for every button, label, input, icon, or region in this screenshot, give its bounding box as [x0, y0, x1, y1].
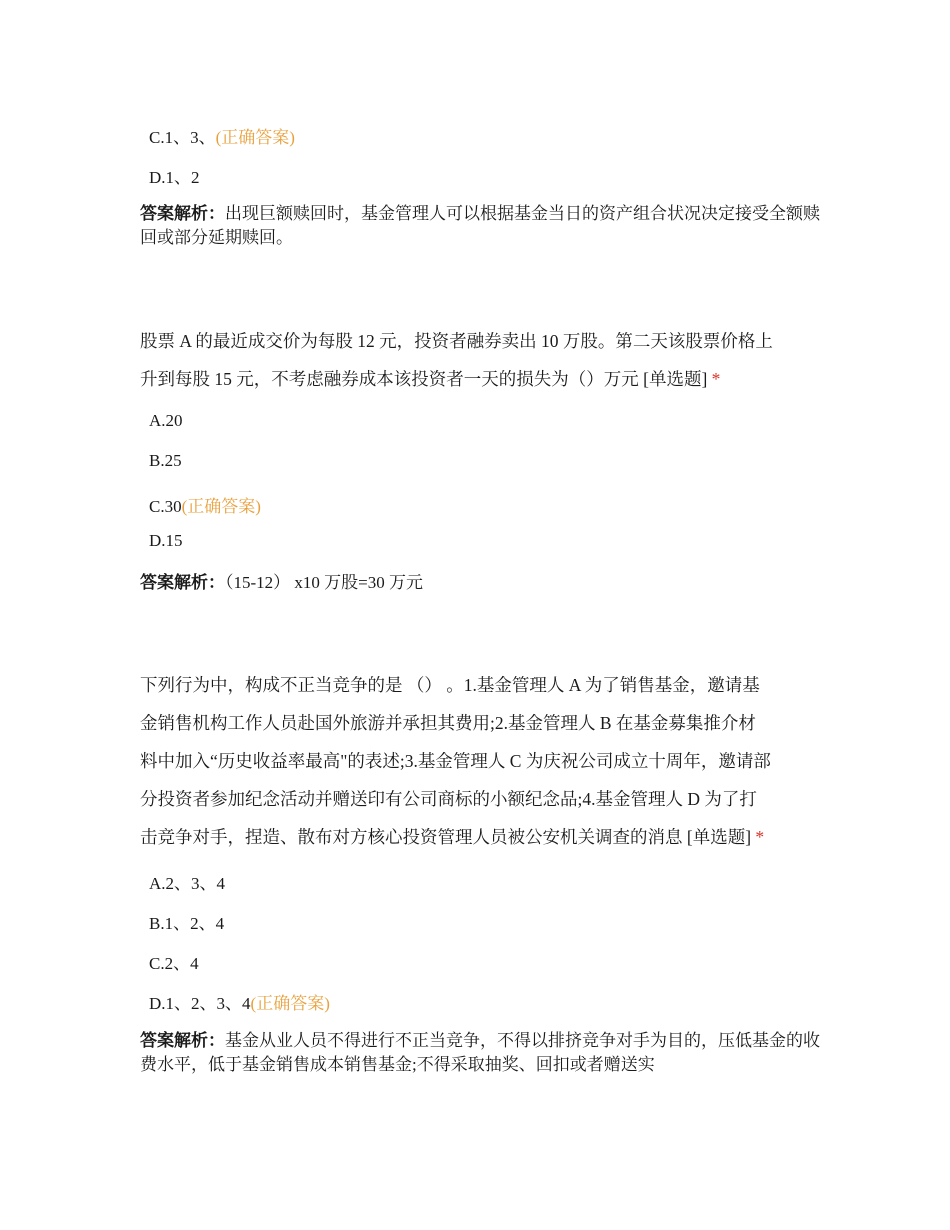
correct-answer-tag: (正确答案)	[215, 128, 295, 147]
option-q1-b[interactable]	[149, 451, 182, 471]
question-2-line-2: 金销售机构工作人员赴国外旅游并承担其费用;2.基金管理人 B 在基金募集推介材	[140, 713, 756, 733]
correct-answer-tag: (正确答案)	[181, 497, 261, 516]
option-q1-c[interactable]	[149, 492, 261, 517]
option-text: C.1、3、	[149, 128, 216, 147]
option-q2-d[interactable]	[149, 989, 330, 1014]
option-q2-a[interactable]	[149, 869, 225, 894]
answer-analysis-q2	[140, 1029, 820, 1077]
analysis-text: 基金从业人员不得进行不正当竞争，不得以排挤竞争对手为目的，压低基金的收费水平，低于基金销售成本销售基金;不得采取抽奖、回扣或者赠送实	[140, 1031, 820, 1074]
answer-analysis-q1	[140, 571, 820, 595]
question-text: 击竞争对手，捏造、散布对方核心投资管理人员被公安机关调查的消息 [单选题]	[140, 827, 752, 847]
question-2-line-5	[140, 824, 764, 849]
analysis-text: 出现巨额赎回时，基金管理人可以根据基金当日的资产组合状况决定接受全额赎回或部分延期赎回。	[140, 204, 820, 247]
required-mark: *	[755, 827, 765, 847]
option-text: A.2、3、4	[149, 874, 226, 893]
question-2-line-1: 下列行为中，构成不正当竞争的是 （） 。1.基金管理人 A 为了销售基金，邀请基	[140, 675, 760, 695]
option-text: D.1、2	[149, 168, 200, 187]
option-q1-a[interactable]	[149, 411, 183, 431]
option-q2-b[interactable]	[149, 909, 224, 934]
correct-answer-tag: (正确答案)	[250, 994, 330, 1013]
option-text: D.15	[149, 531, 183, 550]
analysis-label: 答案解析：	[140, 204, 225, 223]
option-prev-c[interactable]	[149, 123, 295, 148]
option-text: D.1、2、3、4	[149, 994, 251, 1013]
answer-analysis-prev	[140, 202, 820, 250]
question-text: 升到每股 15 元，不考虑融券成本该投资者一天的损失为（）万元 [单选题]	[140, 369, 708, 389]
option-text: A.20	[149, 411, 183, 430]
question-2-line-4: 分投资者参加纪念活动并赠送印有公司商标的小额纪念品;4.基金管理人 D 为了打	[140, 789, 757, 809]
option-text: B.1、2、4	[149, 914, 225, 933]
question-1-line-2	[140, 366, 720, 391]
option-text: B.25	[149, 451, 182, 470]
analysis-label: 答案解析：	[140, 1031, 225, 1050]
question-2-line-3: 料中加入“历史收益率最高"的表述;3.基金管理人 C 为庆祝公司成立十周年，邀请部	[140, 751, 771, 771]
option-text: C.30	[149, 497, 182, 516]
required-mark: *	[711, 369, 721, 389]
option-text: C.2、4	[149, 954, 199, 973]
analysis-text: （15-12） x10 万股=30 万元	[225, 573, 423, 592]
option-q2-c[interactable]	[149, 949, 199, 974]
option-prev-d[interactable]	[149, 163, 200, 188]
analysis-label: 答案解析：	[140, 573, 225, 592]
question-1-line-1: 股票 A 的最近成交价为每股 12 元，投资者融券卖出 10 万股。第二天该股票价格上	[140, 331, 773, 351]
option-q1-d[interactable]	[149, 531, 183, 551]
